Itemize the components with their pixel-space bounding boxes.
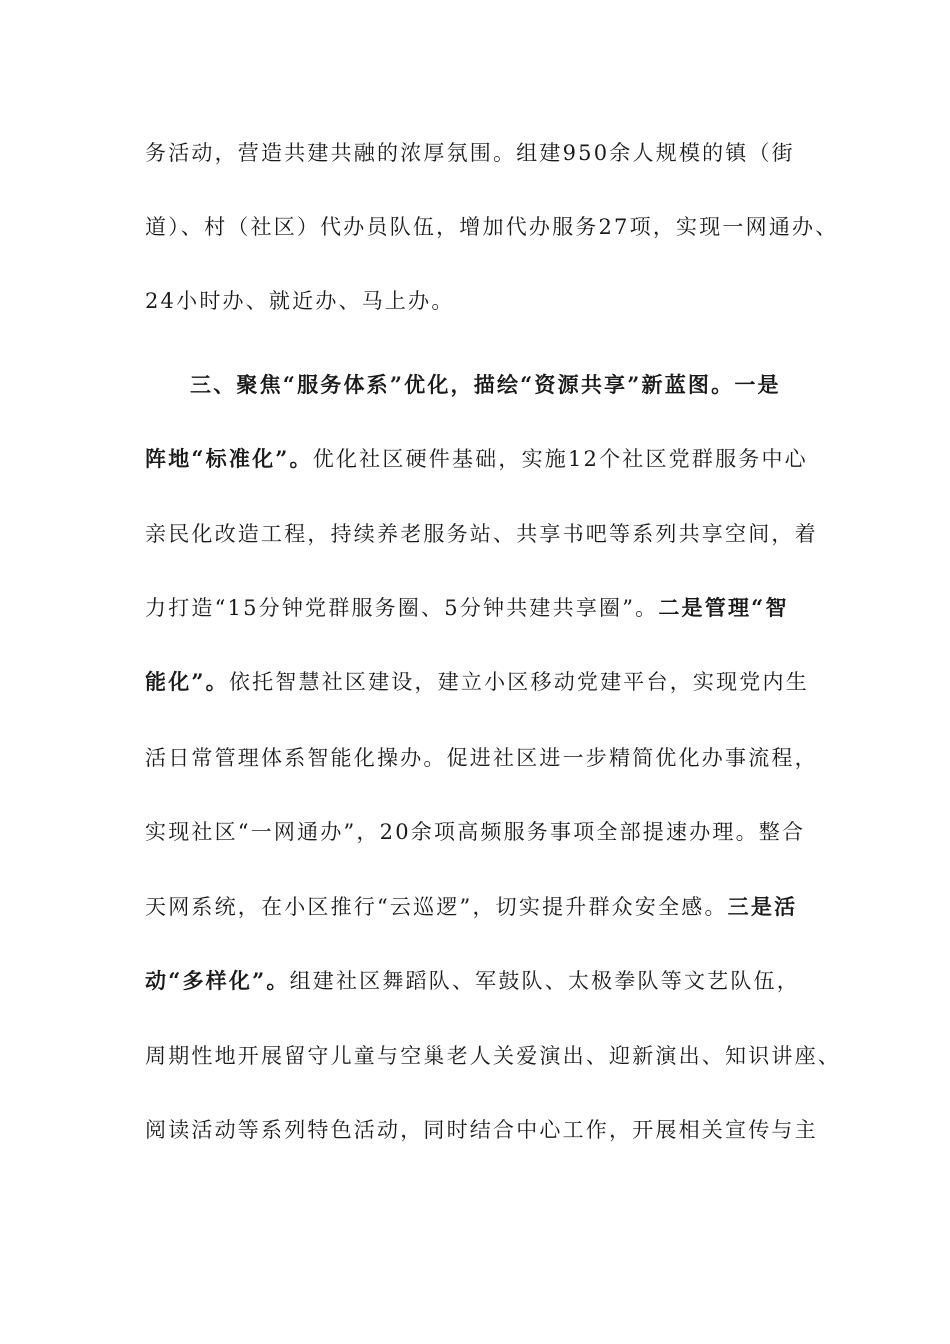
text-run: 依托智慧社区建设，建立小区移动党建平台，实现党内生 <box>228 670 809 694</box>
text-line <box>145 286 455 316</box>
text-run: 道）、村（社区）代办员队伍，增加代办服务27项，实现一网通办、 <box>145 215 839 239</box>
text-run: 天网系统，在小区推行“云巡逻”，切实提升群众安全感。 <box>145 895 728 919</box>
text-line <box>145 593 789 623</box>
subheading-run: 动“多样化”。 <box>145 968 290 993</box>
text-line <box>145 519 818 549</box>
section-heading: 三、聚焦“服务体系”优化，描绘“资源共享”新蓝图。一是 <box>190 372 781 397</box>
section-heading-line <box>190 370 781 400</box>
text-line <box>145 138 795 168</box>
text-run: 力打造“15分钟党群服务圈、5分钟共建共享圈”。 <box>145 596 659 620</box>
text-line <box>145 1041 841 1071</box>
text-line <box>145 667 809 697</box>
text-run: 阅读活动等系列特色活动，同时结合中心工作，开展相关宣传与主 <box>145 1118 818 1142</box>
subheading-run: 二是管理“智 <box>658 595 789 620</box>
subheading-run: 能化”。 <box>145 669 229 694</box>
text-line <box>145 444 808 474</box>
text-line <box>145 743 818 773</box>
subheading-run: 阵地“标准化”。 <box>145 446 313 471</box>
text-run: 实现社区“一网通办”，20余项高频服务事项全部提速办理。整合 <box>145 820 806 844</box>
text-run: 务活动，营造共建共融的浓厚氛围。组建950余人规模的镇（街 <box>145 141 795 165</box>
text-run: 组建社区舞蹈队、军鼓队、太极拳队等文艺队伍， <box>289 969 800 993</box>
text-run: 亲民化改造工程，持续养老服务站、共享书吧等系列共享空间，着 <box>145 522 818 546</box>
text-line <box>145 1115 818 1145</box>
text-line <box>145 892 797 922</box>
text-line <box>145 212 838 242</box>
text-line <box>145 966 800 996</box>
text-run: 优化社区硬件基础，实施12个社区党群服务中心 <box>312 447 808 471</box>
text-run: 周期性地开展留守儿童与空巢老人关爱演出、迎新演出、知识讲座、 <box>145 1044 841 1068</box>
text-line <box>145 817 805 847</box>
text-run: 24小时办、就近办、马上办。 <box>145 289 455 313</box>
text-run: 活日常管理体系智能化操办。促进社区进一步精简优化办事流程， <box>145 746 818 770</box>
subheading-run: 三是活 <box>727 894 798 919</box>
